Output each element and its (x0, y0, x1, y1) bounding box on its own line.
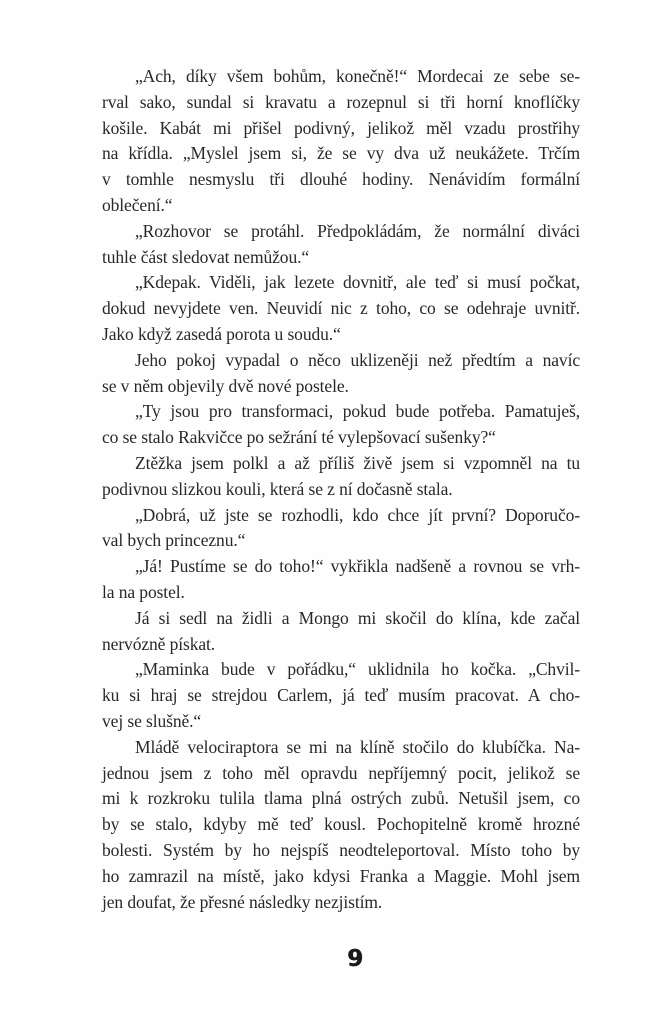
text-line: mi k rozkroku tulila tlama plná ostrých zubů. Netušil jsem, co (102, 788, 580, 809)
text-line: košile. Kabát mi přišel podivný, jelikož měl vzadu prostřihy (102, 117, 580, 138)
text-line: by se stalo, kdyby mě teď kousl. Pochopitelně kromě hrozné (102, 814, 580, 835)
text-line: jen doufat, že přesné následky nezjistím. (102, 891, 383, 912)
text-line: Ztěžka jsem polkl a až příliš živě jsem si vzpomněl na tu (135, 452, 580, 473)
text-line: rval sako, sundal si kravatu a rozepnul si tři horní knoflíčky (102, 91, 580, 112)
text-line: „Ach, díky všem bohům, konečně!“ Mordecai ze sebe se- (135, 66, 580, 86)
text-line: se v něm objevily dvě nové postele. (102, 375, 349, 396)
text-line: dokud nevyjdete ven. Neuvidí nic z toho, co se odehraje uvnitř. (102, 298, 580, 319)
text-line: nervózně pískat. (102, 633, 216, 654)
text-line: vej se slušně.“ (102, 710, 202, 731)
text-line: bolesti. Systém by ho nejspíš neodteleportoval. Místo toho by (102, 839, 580, 860)
text-line: „Maminka bude v pořádku,“ uklidnila ho kočka. „Chvil- (135, 659, 580, 680)
text-line: jednou jsem z toho měl opravdu nepříjemný pocit, jelikož se (102, 762, 580, 783)
text-line: la na postel. (102, 581, 185, 602)
text-line: oblečení.“ (102, 194, 173, 215)
text-line: Mládě velociraptora se mi na klíně stočilo do klubíčka. Na- (135, 736, 580, 757)
text-line: co se stalo Rakvičce po sežrání té vylepšovací sušenky?“ (102, 427, 496, 448)
text-line: Jako když zasedá porota u soudu.“ (102, 323, 341, 344)
paragraph (102, 735, 580, 916)
text-line: „Ty jsou pro transformaci, pokud bude potřeba. Pamatuješ, (135, 401, 580, 422)
paragraph (102, 503, 580, 555)
text-line: val bych princeznu.“ (102, 530, 246, 551)
paragraph (102, 657, 580, 734)
paragraph (102, 64, 580, 219)
text-line: podivnou slizkou kouli, která se z ní dočasně stala. (102, 478, 453, 499)
paragraph (102, 554, 580, 606)
page-number: 9 (346, 946, 363, 972)
text-line: „Dobrá, už jste se rozhodli, kdo chce jít první? Doporučo- (135, 504, 580, 525)
text-line: „Kdepak. Viděli, jak lezete dovnitř, ale teď si musí počkat, (135, 272, 580, 293)
text-line: Já si sedl na židli a Mongo mi skočil do klína, kde začal (135, 607, 580, 628)
page-text (102, 64, 580, 915)
text-line: „Já! Pustíme se do toho!“ vykřikla nadšeně a rovnou se vrh- (135, 556, 580, 577)
paragraph (102, 399, 580, 451)
text-line: Jeho pokoj vypadal o něco uklizeněji než předtím a navíc (135, 349, 580, 370)
paragraph (102, 219, 580, 271)
text-line: „Rozhovor se protáhl. Předpokládám, že normální diváci (135, 220, 580, 241)
text-line: v tomhle nesmyslu tři dlouhé hodiny. Nenávidím formální (102, 169, 580, 190)
text-line: ho zamrazil na místě, jako kdysi Franka a Maggie. Mohl jsem (102, 865, 580, 886)
text-line: ku si hraj se strejdou Carlem, já teď musím pracovat. A cho- (102, 685, 580, 706)
paragraph (102, 348, 580, 400)
text-line: tuhle část sledovat nemůžou.“ (102, 246, 310, 267)
paragraph (102, 606, 580, 658)
paragraph (102, 270, 580, 347)
paragraph (102, 451, 580, 503)
text-line: na křídla. „Myslel jsem si, že se vy dva už neukážete. Trčím (102, 143, 580, 164)
